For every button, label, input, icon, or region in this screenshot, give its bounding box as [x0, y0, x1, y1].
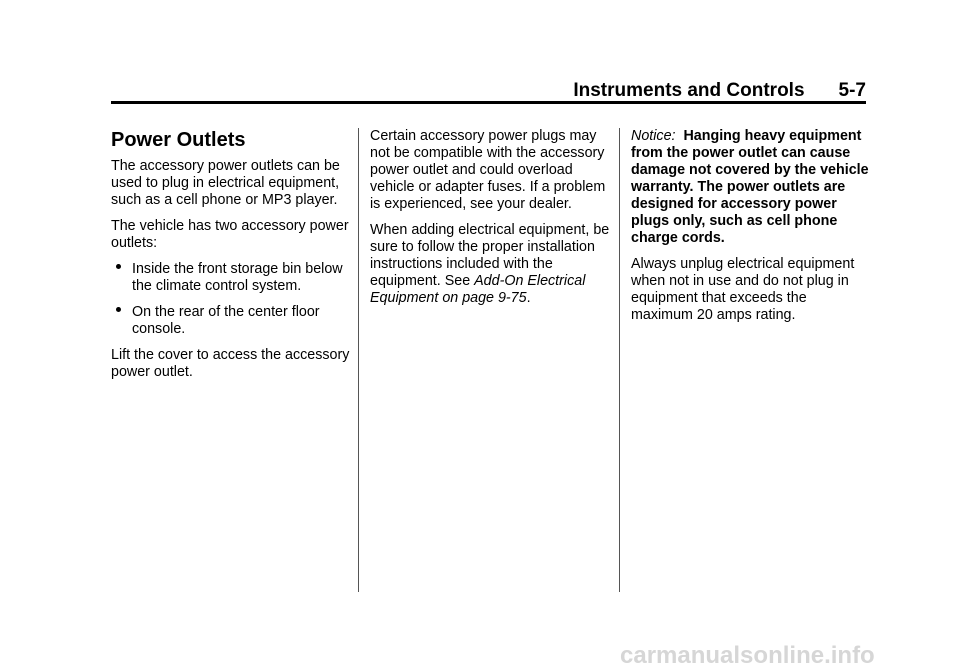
- header-rule: [111, 101, 866, 104]
- column-divider: [358, 128, 359, 592]
- list-item-text: Inside the front storage bin below the climate control system.: [132, 261, 343, 294]
- bullet-icon: [116, 307, 121, 312]
- cross-reference-link[interactable]: Add-On Electrical Equipment on page 9-75: [370, 273, 586, 306]
- column-divider: [619, 128, 620, 592]
- column-middle: [370, 128, 610, 316]
- list-item: [111, 304, 351, 338]
- installation-text: When adding electrical equipment, be sure to follow the proper installation instructions included with the equipment. See: [370, 222, 610, 289]
- notice-paragraph: [631, 128, 871, 247]
- column-left: [111, 128, 351, 390]
- header-section-title: Instruments and Controls: [573, 80, 805, 101]
- page-number: 5-7: [838, 80, 866, 101]
- list-item: [111, 261, 351, 295]
- column-right: [631, 128, 871, 333]
- notice-text: Hanging heavy equipment from the power outlet can cause damage not covered by the vehicle warranty. The power outlets are designed for accessory power plugs only, such as cell phone charge cords.: [631, 128, 869, 246]
- installation-paragraph: [370, 222, 610, 307]
- intro-paragraph: The accessory power outlets can be used to plug in electrical equipment, such as a cell phone or MP3 player.: [111, 158, 340, 208]
- unplug-paragraph: Always unplug electrical equipment when not in use and do not plug in equipment that exceeds the maximum 20 amps rating.: [631, 256, 855, 323]
- notice-label: Notice:: [631, 128, 676, 144]
- section-title: Power Outlets: [111, 129, 246, 151]
- list-item-text: On the rear of the center floor console.: [132, 304, 320, 337]
- compatibility-paragraph: Certain accessory power plugs may not be compatible with the accessory power outlet and could overload vehicle or adapter fuses. If a problem is experienced, see your dealer.: [370, 128, 606, 212]
- watermark: carmanualsonline.info: [620, 642, 875, 669]
- installation-text-end: .: [526, 290, 531, 306]
- outlets-count-paragraph: The vehicle has two accessory power outlets:: [111, 218, 349, 251]
- cover-paragraph: Lift the cover to access the accessory power outlet.: [111, 347, 350, 380]
- outlet-locations-list: [111, 261, 351, 338]
- page-header: [0, 80, 866, 102]
- bullet-icon: [116, 264, 121, 269]
